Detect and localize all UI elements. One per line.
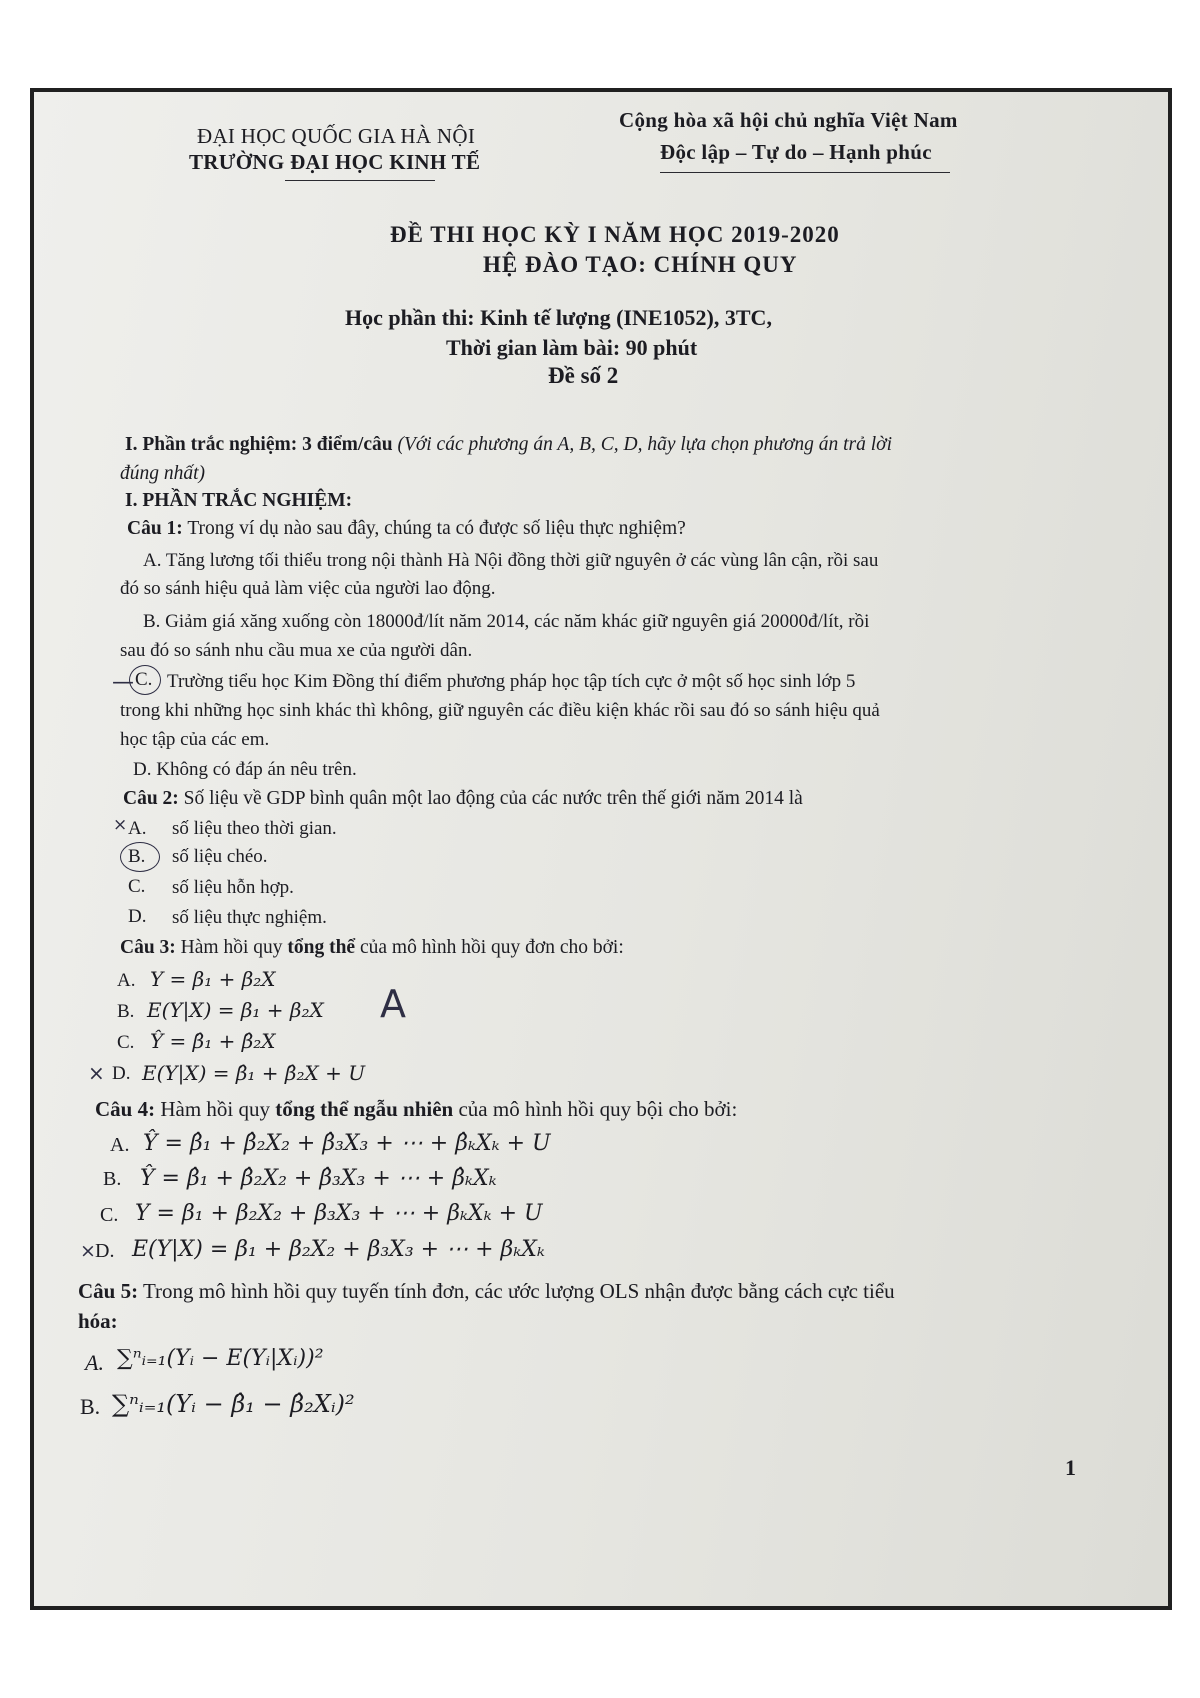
q1-option-c-line3: học tập của các em. [120,729,270,750]
question-5-text: Trong mô hình hồi quy tuyến tính đơn, các ước lượng OLS nhận được bằng cách cực tiểu [142,1279,895,1303]
section-intro-bold: I. Phần trắc nghiệm: 3 điểm/câu [125,434,393,455]
exam-title: ĐỀ THI HỌC KỲ I NĂM HỌC 2019-2020 [390,222,840,247]
motto-underline [660,172,950,173]
section-intro-italic-2: đúng nhất) [120,463,206,484]
question-5-line1 [78,1279,895,1304]
republic-name: Cộng hòa xã hội chủ nghĩa Việt Nam [619,108,958,132]
question-3-label: Câu 3: [120,937,176,958]
q4-option-b: Ŷ = β̂₁ + β̂₂X₂ + β̂₃X₃ + ⋯ + β̂ₖXₖ [140,1166,497,1191]
university-name: ĐẠI HỌC QUỐC GIA HÀ NỘI [197,124,476,148]
q2-option-a: số liệu theo thời gian. [172,818,337,839]
q2-option-d-letter: D. [128,906,147,927]
q2-option-d: số liệu thực nghiệm. [172,907,327,928]
question-4-label: Câu 4: [95,1097,156,1121]
page-number: 1 [1065,1455,1076,1480]
exam-duration: Thời gian làm bài: 90 phút [446,335,698,360]
q3-option-d: E(Y|X) = β̂₁ + β̂₂X + U [142,1061,366,1085]
q4-option-d: E(Y|X) = β₁ + β₂X₂ + β₃X₃ + ⋯ + βₖXₖ [132,1237,545,1262]
q4-option-c-letter: C. [100,1204,119,1226]
course-title: Học phần thi: Kinh tế lượng (INE1052), 3TC, [345,305,772,330]
question-2 [123,788,803,810]
question-4 [95,1097,737,1122]
section-heading: I. PHẦN TRẮC NGHIỆM: [125,490,353,511]
q4-option-a: Ŷ = β̂₁ + β̂₂X₂ + β̂₃X₃ + ⋯ + β̂ₖXₖ + U [143,1131,551,1156]
q1-option-a-line1: A. Tăng lương tối thiểu trong nội thành Hà Nội đồng thời giữ nguyên ở các vùng lân cận, rồi sau [143,550,879,571]
motto: Độc lập – Tự do – Hạnh phúc [660,140,932,164]
q2-option-a-letter: A. [128,818,147,839]
q2-option-c-letter: C. [128,876,146,897]
question-1 [127,518,686,540]
q4-cross-mark: × [80,1240,96,1262]
section-intro-italic: (Với các phương án A, B, C, D, hãy lựa chọn phương án trả lời [397,434,892,455]
q1-option-c-letter: C. [135,669,153,690]
q5-option-b: ∑ⁿᵢ₌₁(Yᵢ − β̂₁ − β̂₂Xᵢ)² [112,1390,355,1418]
q1-option-b-line1: B. Giảm giá xăng xuống còn 18000đ/lít năm 2014, các năm khác giữ nguyên giá 20000đ/lít, rồi [143,611,870,632]
question-5-line2: hóa: [78,1309,118,1333]
q1-option-c-line2: trong khi những học sinh khác thì không, giữ nguyên các điều kiện khác rồi sau đó so sánh hiệu quả [120,700,880,721]
school-underline [285,180,435,181]
q2-option-c: số liệu hỗn hợp. [172,877,294,898]
q1-option-a-line2: đó so sánh hiệu quả làm việc của người lao động. [120,578,496,599]
training-system: HỆ ĐÀO TẠO: CHÍNH QUY [483,252,798,277]
question-1-text: Trong ví dụ nào sau đây, chúng ta có được số liệu thực nghiệm? [187,518,686,539]
question-5-label: Câu 5: [78,1279,139,1303]
q3-option-a-letter: A. [117,970,136,991]
q5-option-a: ∑ⁿᵢ₌₁(Yᵢ − E(Yᵢ|Xᵢ))² [117,1346,324,1371]
q1-check-mark: — [112,670,134,695]
question-3 [120,937,624,959]
q3-cross-mark: × [88,1061,105,1085]
q4-option-a-letter: A. [110,1134,130,1156]
q4-option-d-letter: D. [95,1240,115,1262]
q1-option-d: D. Không có đáp án nêu trên. [133,759,357,780]
q3-option-a: Y = β₁ + β₂X [150,967,276,991]
question-4-text-pre: Hàm hồi quy [160,1097,276,1121]
q3-handwritten-answer: A [380,982,406,1026]
question-2-text: Số liệu về GDP bình quân một lao động của các nước trên thế giới năm 2014 là [183,788,803,809]
q3-option-c: Ŷ = β̂₁ + β̂₂X [150,1029,276,1053]
question-3-text-pre: Hàm hồi quy [180,937,288,958]
question-3-text-bold: tổng thể [287,937,356,958]
q1-option-c-line1: Trường tiểu học Kim Đồng thí điểm phương pháp học tập tích cực ở một số học sinh lớp 5 [167,671,856,692]
question-4-text-post: của mô hình hồi quy bội cho bởi: [453,1097,738,1121]
section-intro [125,434,892,456]
q3-option-b-letter: B. [117,1001,135,1022]
question-3-text-post: của mô hình hồi quy đơn cho bởi: [355,937,624,958]
q4-option-b-letter: B. [103,1168,122,1190]
question-2-label: Câu 2: [123,788,179,809]
q4-option-c: Y = β₁ + β₂X₂ + β₃X₃ + ⋯ + βₖXₖ + U [135,1201,543,1226]
school-name: TRƯỜNG ĐẠI HỌC KINH TẾ [189,150,481,174]
exam-code: Đề số 2 [548,363,619,388]
q3-option-c-letter: C. [117,1032,135,1053]
q1-option-b-line2: sau đó so sánh nhu cầu mua xe của người dân. [120,640,473,661]
q2-option-b: số liệu chéo. [172,846,268,867]
q3-option-b: E(Y|X) = β₁ + β₂X [147,998,324,1022]
q5-option-b-letter: B. [80,1394,101,1419]
q2-option-b-letter: B. [128,846,146,867]
q2-cross-mark: × [113,815,128,835]
q3-option-d-letter: D. [112,1063,131,1084]
question-1-label: Câu 1: [127,518,183,539]
question-4-text-bold: tổng thể ngẫu nhiên [275,1097,454,1121]
q5-option-a-letter: A. [85,1350,104,1375]
